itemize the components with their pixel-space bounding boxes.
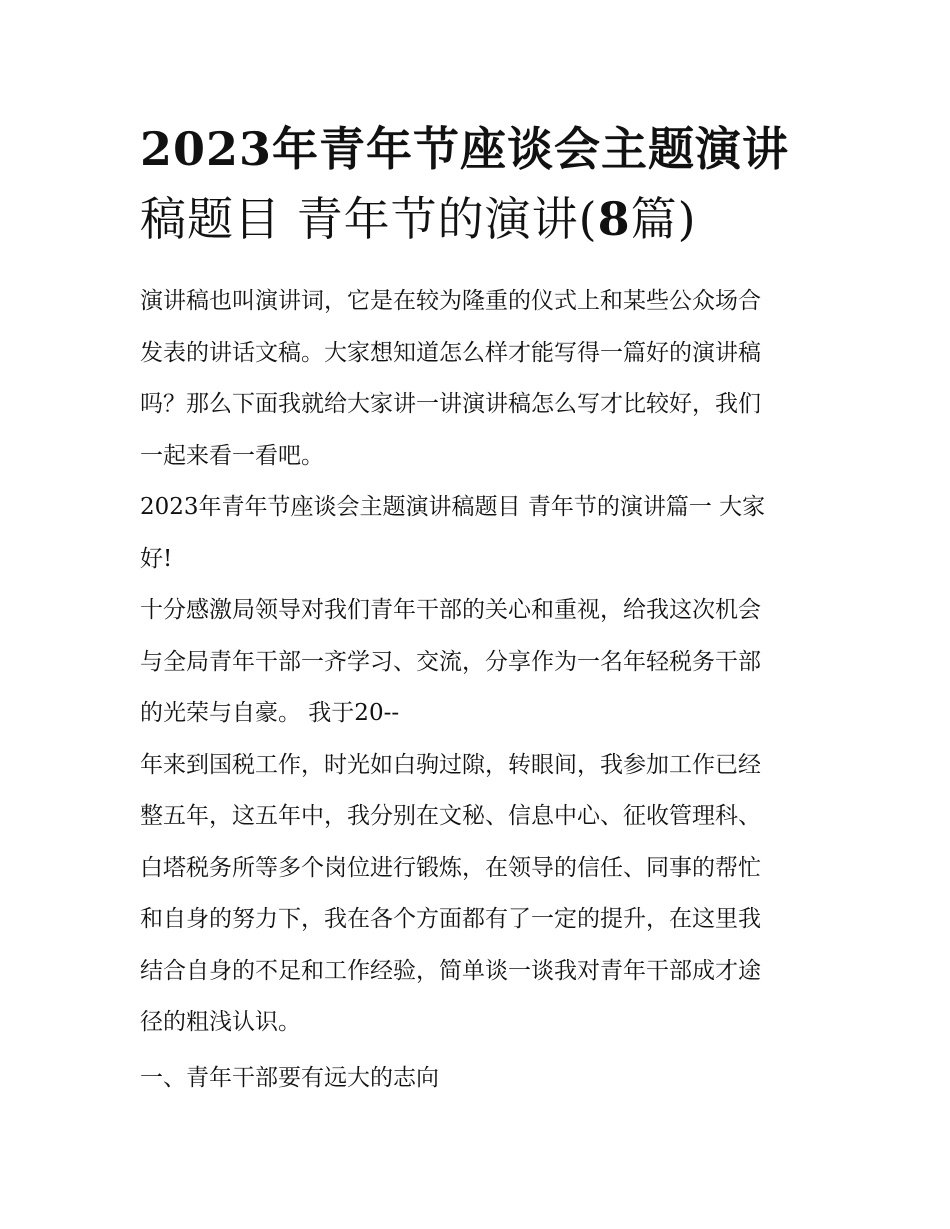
document-title (140, 114, 820, 254)
body-line: 十分感激局领导对我们青年干部的关心和重视，给我这次机会 (140, 597, 761, 623)
body-line: 一起来看一看吧。 (140, 442, 324, 469)
title-line-2-number: 8 (597, 192, 631, 246)
title-line-1: 2023年青年节座谈会主题演讲 (140, 122, 790, 176)
document-body (140, 276, 820, 1105)
body-line: 吗？那么下面我就给大家讲一讲演讲稿怎么写才比较好，我们 (140, 391, 761, 417)
body-line: 整五年，这五年中，我分别在文秘、信息中心、征收管理科、 (140, 803, 761, 829)
title-line-2 (140, 184, 820, 254)
body-line: 结合自身的不足和工作经验，简单谈一谈我对青年干部成才途 (140, 957, 761, 984)
body-line: 白塔税务所等多个岗位进行锻炼，在领导的信任、同事的帮忙 (140, 854, 761, 881)
body-line: 好! (140, 545, 173, 572)
section-heading-line: 2023年青年节座谈会主题演讲稿题目 青年节的演讲篇一 大家 (140, 494, 766, 520)
subheading-line: 一、青年干部要有远大的志向 (140, 1065, 439, 1091)
body-line: 与全局青年干部一齐学习、交流，分享作为一名年轻税务干部 (140, 648, 761, 675)
body-line: 发表的讲话文稿。大家想知道怎么样才能写得一篇好的演讲稿 (140, 339, 761, 366)
title-line-2-suffix: 篇) (630, 192, 697, 246)
title-line-2-prefix: 稿题目 青年节的演讲( (140, 192, 598, 246)
body-line: 的光荣与自豪。 我于20-- (140, 700, 400, 726)
body-line: 演讲稿也叫演讲词，它是在较为隆重的仪式上和某些公众场合 (140, 288, 761, 314)
body-line: 年来到国税工作，时光如白驹过隙，转眼间，我参加工作已经 (140, 751, 761, 778)
body-line: 和自身的努力下，我在各个方面都有了一定的提升，在这里我 (140, 906, 761, 932)
body-line: 径的粗浅认识。 (140, 1009, 301, 1035)
